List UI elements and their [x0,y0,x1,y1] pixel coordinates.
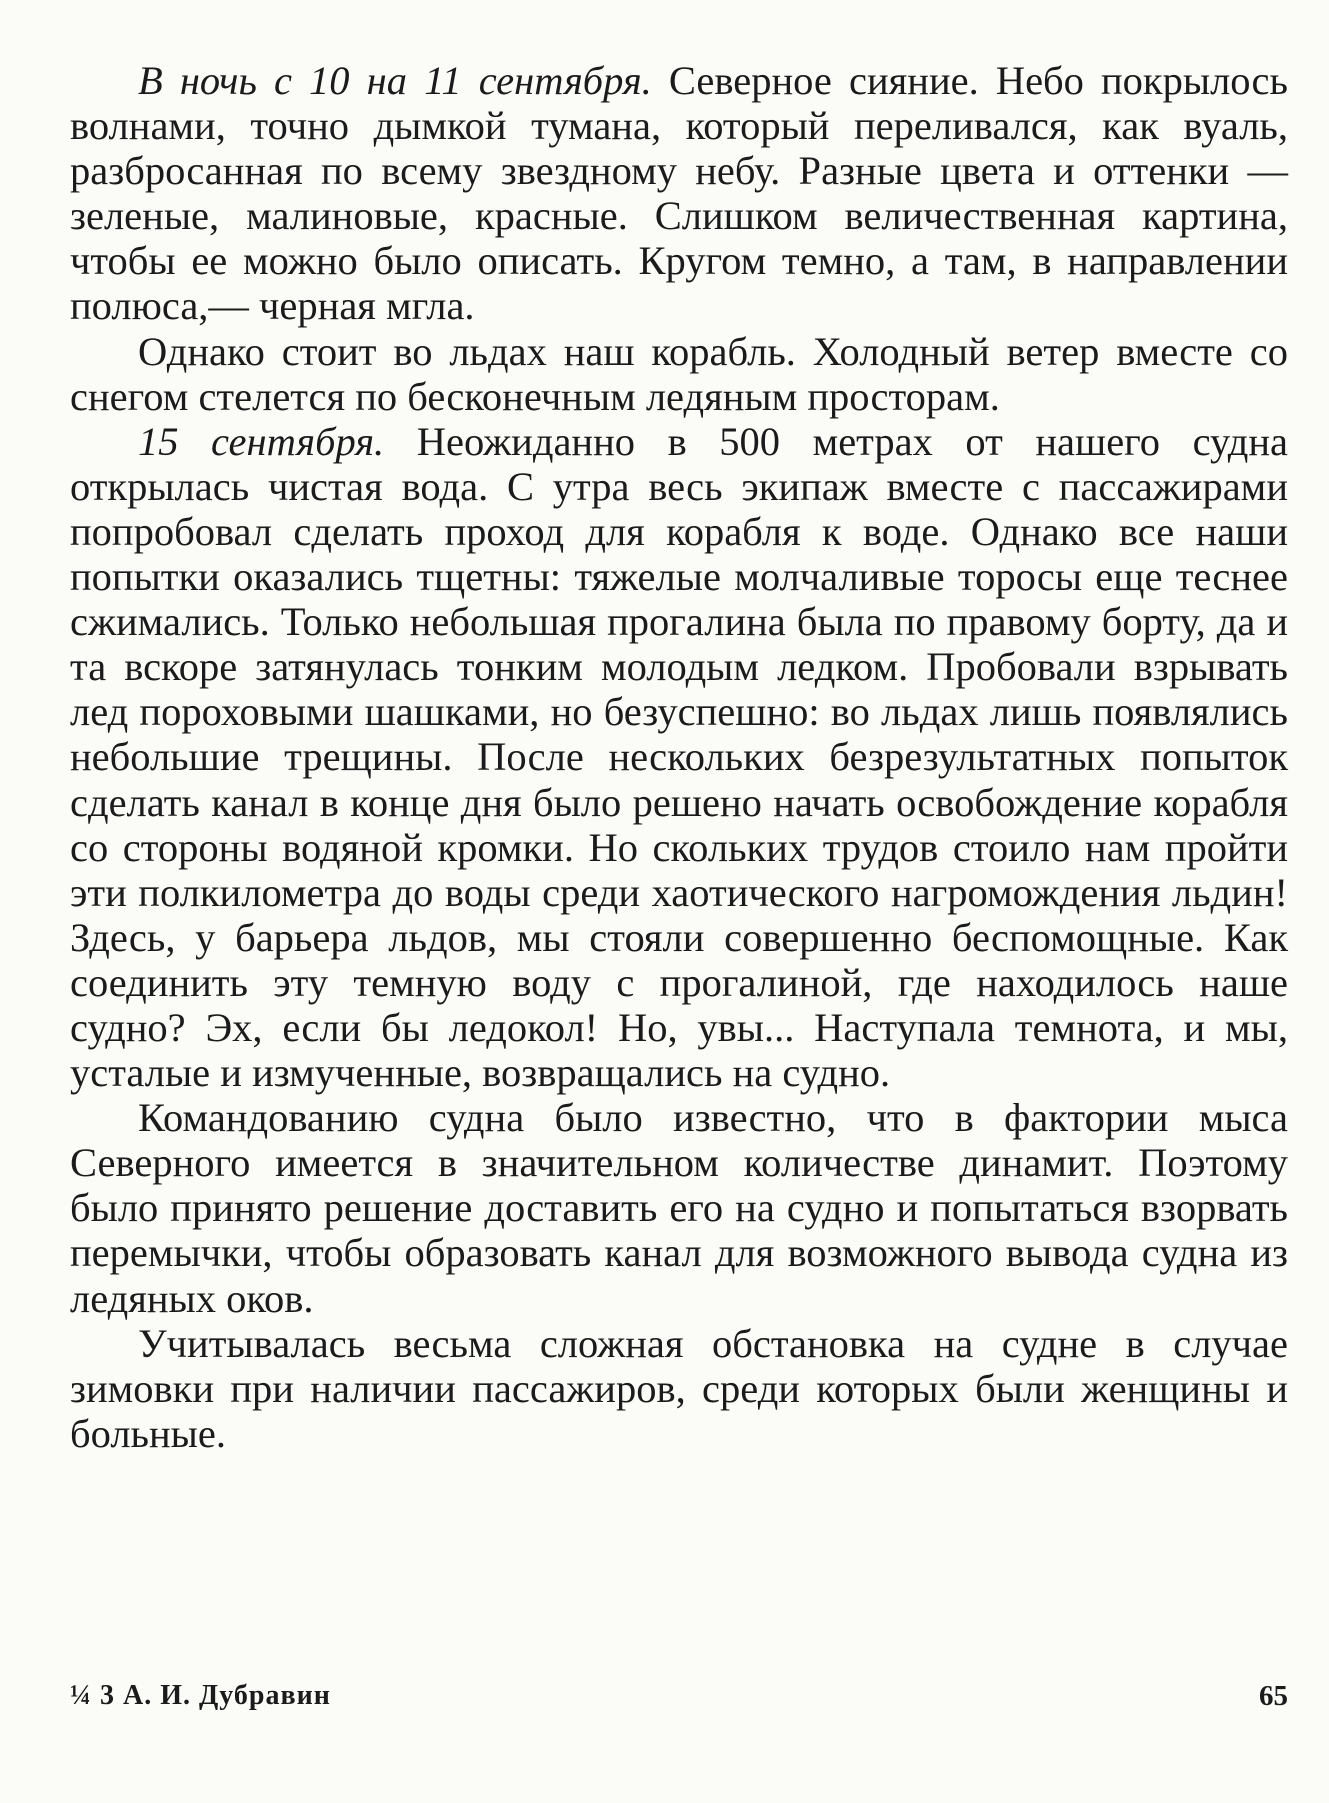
paragraph-text: Учитывалась весьма сложная обстановка на судне в случае зимовки при наличии пассажиров, среди которых были женщины и больные. [70,1320,1288,1456]
date-heading: 15 сентября. [138,418,385,464]
paragraph-text: Северное сияние. Небо покрылось волнами, точно дымкой тумана, который переливался, как вуаль, разбросанная по всему звездному небу. Разные цвета и оттенки — зеленые, малиновые, красные. Слишком величественная картина, чтобы ее можно было описать. Кругом темно, а там, в направлении полюса,— черная мгла. [70,58,1288,329]
body-text [70,58,1288,1456]
date-heading: В ночь с 10 на 11 сентября. [138,58,652,103]
paragraph-text: Неожиданно в 500 метрах от нашего судна открылась чистая вода. С утра весь экипаж вместе с пассажирами попробовал сделать проход для корабля к воде. Однако все наши попытки оказались тщетны: тяжелые молчаливые торосы еще теснее сжимались. Только небольшая прогалина была по правому борту, да и та вскоре затянулась тонким молодым ледком. Пробовали взрывать лед пороховыми шашками, но безуспешно: во льдах лишь появлялись небольшие трещины. После нескольких безрезультатных попыток сделать канал в конце дня было решено начать освобождение корабля со стороны водяной кромки. Но скольких трудов стоило нам пройти эти полкилометра до воды среди хаотического нагромождения льдин! Здесь, у барьера льдов, мы стояли совершенно беспомощные. Как соединить эту темную воду с прогалиной, где находилось наше судно? Эх, если бы ледокол! Но, увы... Наступала темнота, и мы, усталые и измученные, возвращались на судно. [70,418,1288,1096]
paragraph-2 [70,329,1288,419]
paragraph-3 [70,419,1288,1095]
printer-signature: ¼ 3 А. И. Дубравин [70,1680,331,1711]
paragraph-text: Командованию судна было известно, что в фактории мыса Северного имеется в значительном количестве динамит. Поэтому было принято решение доставить его на судно и попытаться взорвать перемычки, чтобы образовать канал для возможного вывода судна из ледяных оков. [70,1095,1288,1321]
paragraph-text: Однако стоит во льдах наш корабль. Холодный ветер вместе со снегом стелется по бесконечным ледяным просторам. [70,328,1288,419]
paragraph-4 [70,1095,1288,1320]
page-footer [70,1680,1288,1730]
paragraph-5 [70,1321,1288,1456]
page-number: 65 [1259,1680,1288,1712]
paragraph-1 [70,58,1288,329]
